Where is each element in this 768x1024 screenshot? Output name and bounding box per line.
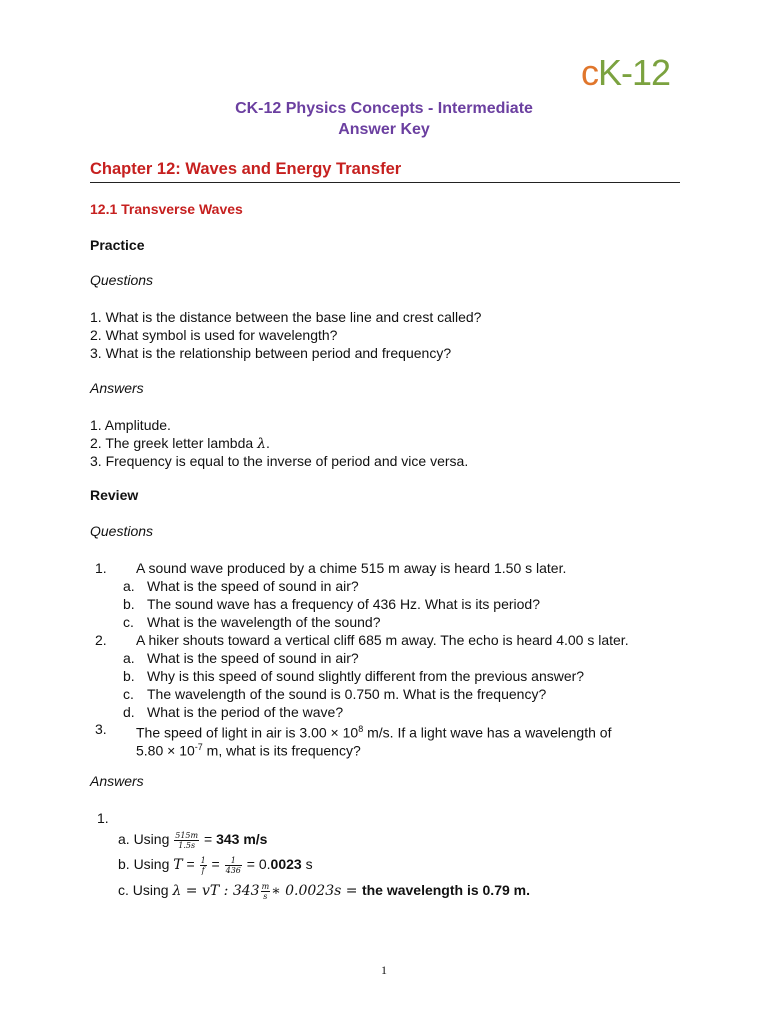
review-q2a-text: What is the speed of sound in air? — [147, 650, 359, 666]
review-q2a-letter: a. — [123, 650, 135, 666]
practice-question-1: 1. What is the distance between the base line and crest called? — [90, 309, 482, 325]
fraction-one-over-436: $\frac{1}{436}$ — [225, 855, 241, 875]
review-answer-1a: a. Using $\frac{515m}{1.5s}$ = 343 m/s — [118, 830, 268, 850]
review-q1c-letter: c. — [123, 614, 134, 630]
practice-answer-3: 3. Frequency is equal to the inverse of period and vice versa. — [90, 453, 469, 469]
section-title: 12.1 Transverse Waves — [90, 201, 243, 217]
review-q1c-text: What is the wavelength of the sound? — [147, 614, 381, 630]
review-q2c-letter: c. — [123, 686, 134, 702]
review-q1b-letter: b. — [123, 596, 135, 612]
review-q3-number: 3. — [95, 721, 107, 737]
page-number: 1 — [381, 963, 387, 977]
review-answer-1-number: 1. — [97, 810, 109, 826]
review-q2c-text: The wavelength of the sound is 0.750 m. What is the frequency? — [147, 686, 547, 702]
review-q2d-letter: d. — [123, 704, 135, 720]
practice-heading: Practice — [90, 237, 145, 253]
ck12-logo: cK-12 — [581, 52, 671, 93]
review-questions-label: Questions — [90, 523, 154, 539]
review-q3-text-line1: The speed of light in air is $3.00 \times 10^8$ m/s. If a light wave has a wavelength of — [136, 724, 612, 741]
practice-questions-label: Questions — [90, 272, 154, 288]
review-q1a-text: What is the speed of sound in air? — [147, 578, 359, 594]
review-q2b-letter: b. — [123, 668, 135, 684]
review-q2-text: A hiker shouts toward a vertical cliff 685 m away. The echo is heard 4.00 s later. — [136, 632, 629, 648]
review-q2b-text: Why is this speed of sound slightly different from the previous answer? — [147, 668, 585, 684]
chapter-title: Chapter 12: Waves and Energy Transfer — [90, 160, 402, 178]
practice-answer-2: 2. The greek letter lambda λ. — [90, 435, 270, 452]
review-q2d-text: What is the period of the wave? — [147, 704, 344, 720]
review-q2-number: 2. — [95, 632, 107, 648]
review-q1-number: 1. — [95, 560, 107, 576]
review-q1b-text: The sound wave has a frequency of 436 Hz. What is its period? — [147, 596, 540, 612]
review-answer-1b: b. Using T = $\frac{1}{f}$ = $\frac{1}{436}$ = 0.0023 s — [118, 855, 313, 875]
practice-question-2: 2. What symbol is used for wavelength? — [90, 327, 338, 343]
fraction-one-over-f: $\frac{1}{f}$ — [200, 855, 206, 875]
review-q1-text: A sound wave produced by a chime 515 m away is heard 1.50 s later. — [136, 560, 567, 576]
review-answer-1c: c. Using λ = vT : 343 $\frac{m}{s}$ ∗ 0.0023s = the wavelength is 0.79 m. — [118, 881, 530, 901]
review-heading: Review — [90, 487, 139, 503]
practice-answer-1: 1. Amplitude. — [90, 417, 171, 433]
fraction-distance-over-time: $\frac{515m}{1.5s}$ — [175, 830, 199, 850]
document-title: CK-12 Physics Concepts - Intermediate — [235, 100, 533, 117]
review-q3-text-line2: $5.80 \times 10^{-7}$ m, what is its frequency? — [136, 742, 361, 759]
fraction-m-over-s: $\frac{m}{s}$ — [261, 881, 270, 901]
practice-answers-label: Answers — [90, 380, 144, 396]
review-q1a-letter: a. — [123, 578, 135, 594]
document-subtitle: Answer Key — [338, 121, 430, 138]
lambda-symbol: λ — [257, 436, 266, 452]
title-divider — [90, 182, 680, 183]
review-answers-label: Answers — [90, 773, 144, 789]
practice-question-3: 3. What is the relationship between period and frequency? — [90, 345, 452, 361]
